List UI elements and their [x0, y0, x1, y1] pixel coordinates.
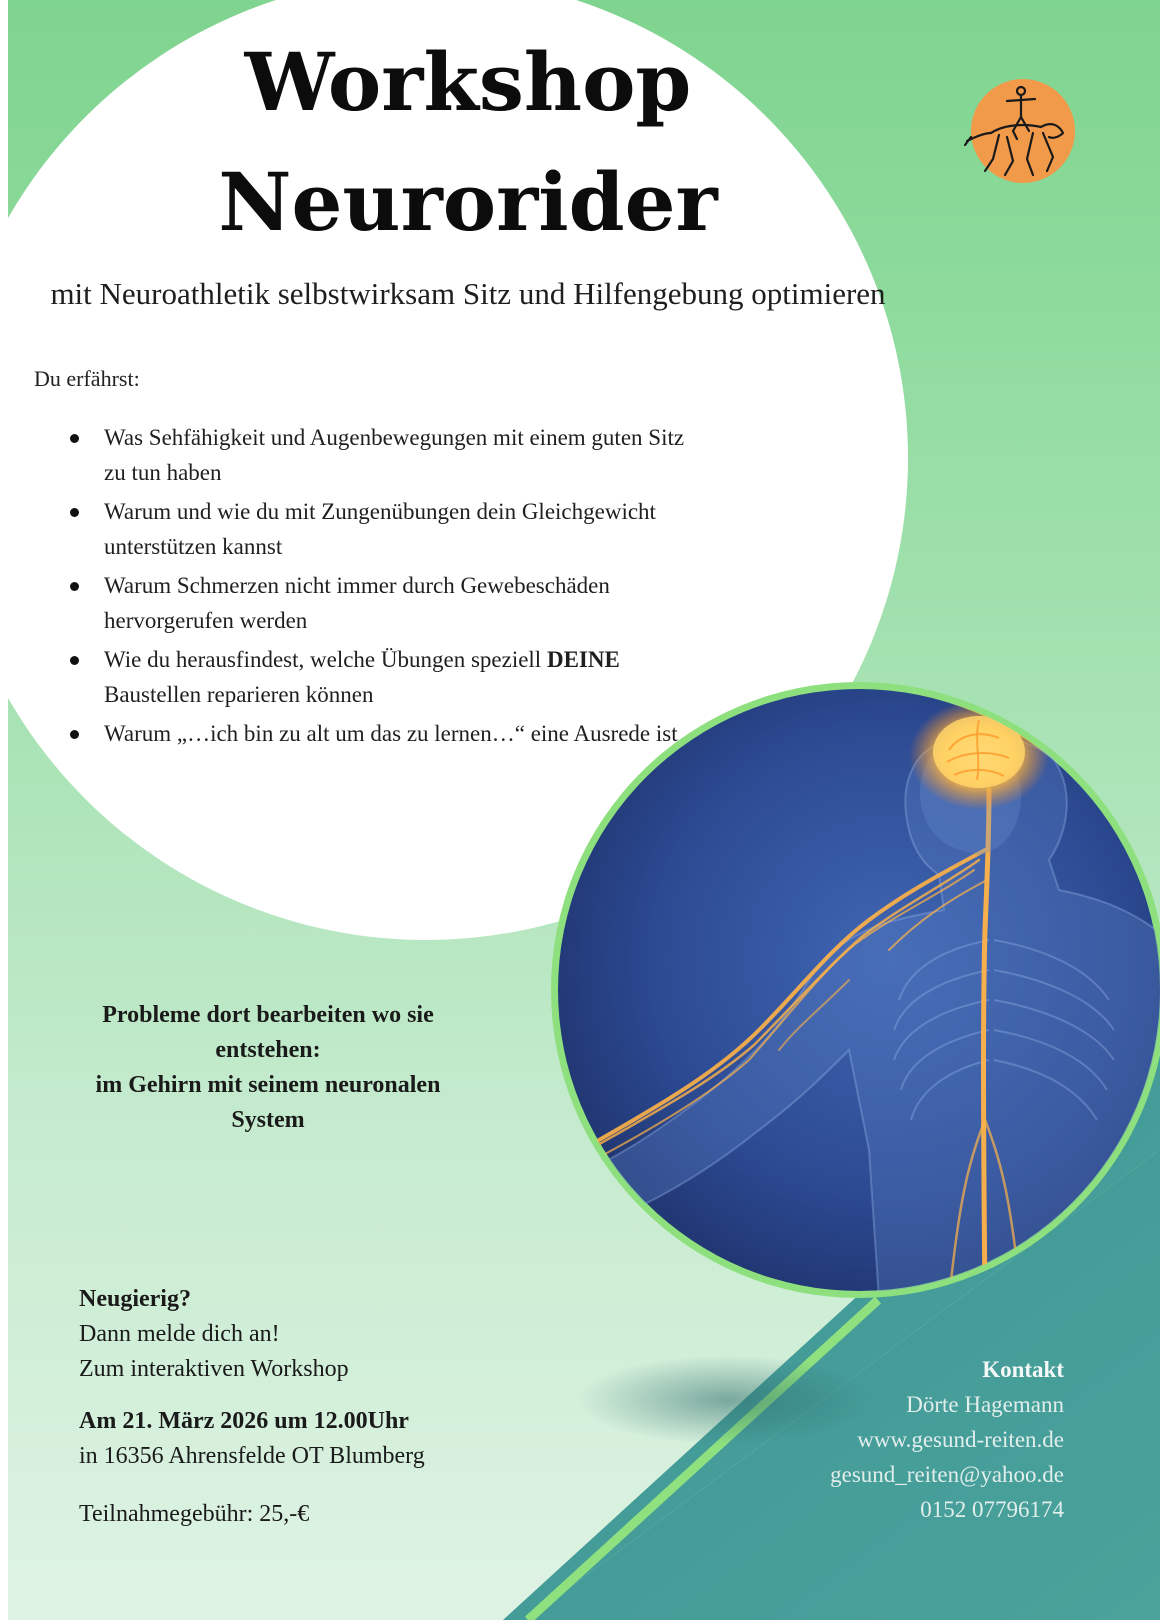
contact-heading: Kontakt [982, 1357, 1064, 1382]
bullet-list [68, 420, 708, 755]
contact-phone[interactable]: 0152 07796174 [920, 1497, 1064, 1522]
cta-line-2: Zum interaktiven Workshop [79, 1356, 349, 1382]
event-date: Am 21. März 2026 um 12.00Uhr [79, 1408, 409, 1434]
bullet-icon [70, 582, 79, 591]
event-location: in 16356 Ahrensfelde OT Blumberg [79, 1443, 425, 1469]
title-line-2: Neurorider [218, 155, 718, 249]
list-item: Wie du herausfindest, welche Übungen speziell DEINE Baustellen reparieren können [68, 642, 708, 712]
list-item: Warum Schmerzen nicht immer durch Gewebeschäden hervorgerufen werden [68, 568, 708, 638]
nervous-system-illustration [549, 680, 1160, 1300]
event-fee: Teilnahmegebühr: 25,-€ [79, 1501, 310, 1527]
list-item: Warum „…ich bin zu alt um das zu lernen…“ eine Ausrede ist [68, 716, 708, 751]
cta-heading: Neugierig? [79, 1286, 191, 1312]
title-line-1: Workshop [244, 35, 692, 129]
bullet-icon [70, 730, 79, 739]
event-details [79, 1404, 425, 1474]
subtitle: mit Neuroathletik selbstwirksam Sitz und Hilfengebung optimieren [50, 276, 886, 311]
emphasis: DEINE [546, 647, 620, 672]
bullet-icon [70, 508, 79, 517]
flyer [8, 0, 1160, 1620]
page-edge [1160, 0, 1170, 1620]
call-to-action [79, 1282, 349, 1387]
contact-website[interactable]: www.gesund-reiten.de [857, 1427, 1064, 1452]
contact-email[interactable]: gesund_reiten@yahoo.de [830, 1462, 1064, 1487]
list-item: Warum und wie du mit Zungenübungen dein Gleichgewicht unterstützen kannst [68, 494, 708, 564]
horse-rider-logo [963, 75, 1075, 187]
cta-line-1: Dann melde dich an! [79, 1321, 280, 1347]
intro-label: Du erfährst: [34, 366, 140, 391]
bullet-icon [70, 434, 79, 443]
problem-statement: Probleme dort bearbeiten wo sie entstehen: im Gehirn mit seinem neuronalen System [95, 1002, 441, 1133]
bullet-icon [70, 656, 79, 665]
contact-name: Dörte Hagemann [906, 1392, 1064, 1417]
list-item: Was Sehfähigkeit und Augenbewegungen mit einem guten Sitz zu tun haben [68, 420, 708, 490]
contact-block [830, 1352, 1064, 1527]
